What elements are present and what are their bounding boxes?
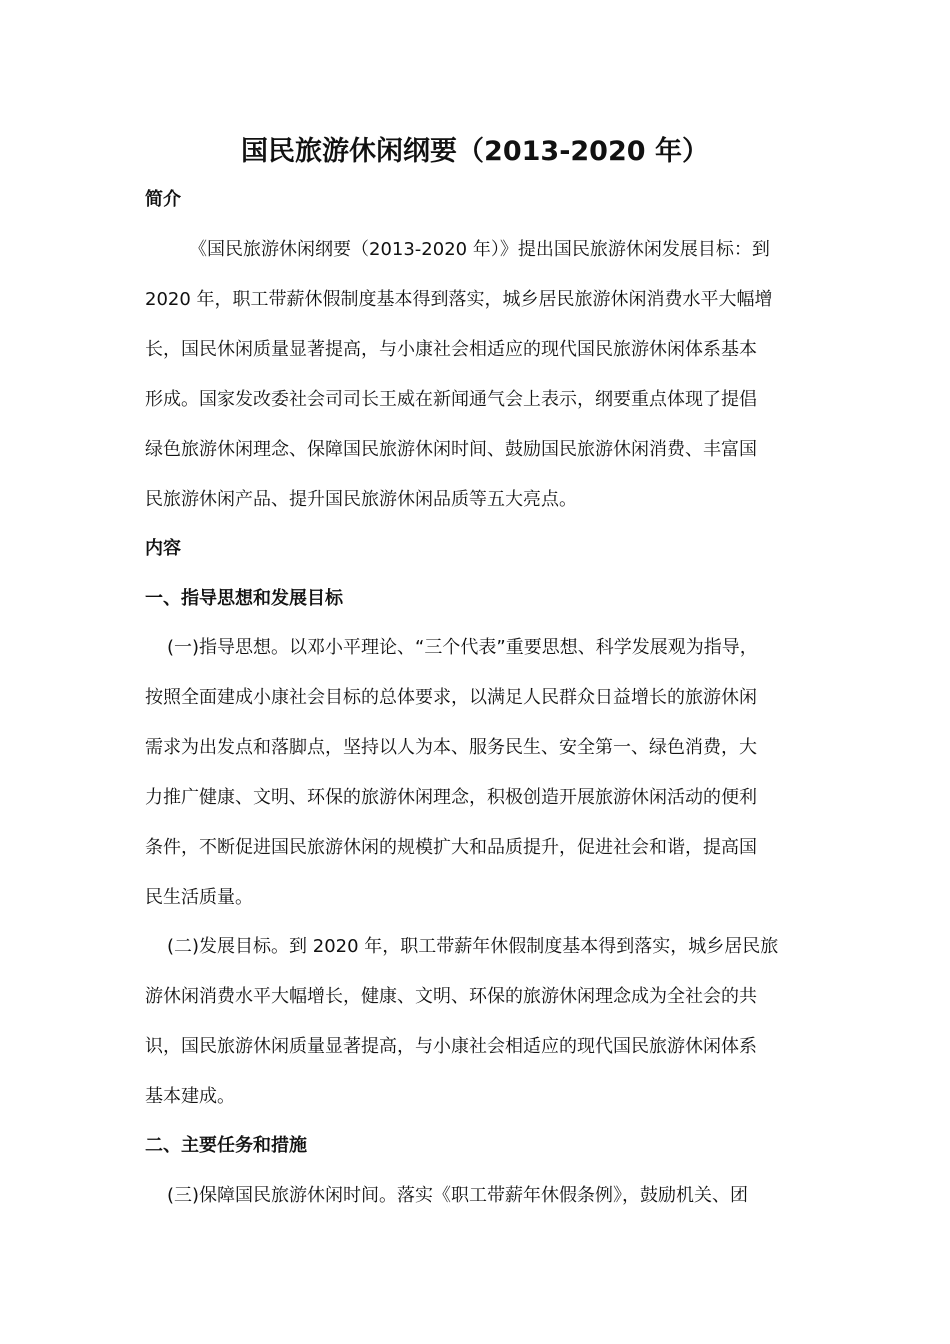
intro-line: 2020 年，职工带薪休假制度基本得到落实，城乡居民旅游休闲消费水平大幅增 (145, 289, 773, 310)
paragraph-line: 基本建成。 (145, 1086, 235, 1107)
paragraph-line: 需求为出发点和落脚点，坚持以人为本、服务民生、安全第一、绿色消费，大 (145, 737, 757, 758)
intro-line: 形成。国家发改委社会司司长王威在新闻通气会上表示，纲要重点体现了提倡 (145, 389, 757, 410)
paragraph-line: 游休闲消费水平大幅增长，健康、文明、环保的旅游休闲理念成为全社会的共 (145, 986, 757, 1007)
intro-heading: 简介 (145, 189, 181, 210)
part2-heading: 二、主要任务和措施 (145, 1135, 307, 1156)
leisure-time-paragraph (145, 1171, 807, 1221)
development-goal-paragraph (145, 922, 807, 1122)
part1-heading: 一、指导思想和发展目标 (145, 588, 343, 609)
intro-line: 绿色旅游休闲理念、保障国民旅游休闲时间、鼓励国民旅游休闲消费、丰富国 (145, 439, 757, 460)
intro-paragraph (145, 225, 807, 525)
intro-line: 民旅游休闲产品、提升国民旅游休闲品质等五大亮点。 (145, 489, 577, 510)
paragraph-line: (二)发展目标。到 2020 年，职工带薪年休假制度基本得到落实，城乡居民旅 (167, 936, 779, 957)
document-title: 国民旅游休闲纲要（2013-2020 年） (241, 136, 709, 167)
paragraph-line: (一)指导思想。以邓小平理论、“三个代表”重要思想、科学发展观为指导， (167, 637, 758, 658)
paragraph-line: 按照全面建成小康社会目标的总体要求，以满足人民群众日益增长的旅游休闲 (145, 687, 757, 708)
intro-line: 《国民旅游休闲纲要（2013-2020 年）》提出国民旅游休闲发展目标：到 (189, 239, 770, 260)
paragraph-line: 识，国民旅游休闲质量显著提高，与小康社会相适应的现代国民旅游休闲体系 (145, 1036, 757, 1057)
paragraph-line: 力推广健康、文明、环保的旅游休闲理念，积极创造开展旅游休闲活动的便利 (145, 787, 757, 808)
paragraph-line: 民生活质量。 (145, 887, 253, 908)
guiding-thought-paragraph (145, 623, 807, 923)
intro-line: 长，国民休闲质量显著提高，与小康社会相适应的现代国民旅游休闲体系基本 (145, 339, 757, 360)
content-heading: 内容 (145, 538, 181, 559)
paragraph-line: 条件，不断促进国民旅游休闲的规模扩大和品质提升，促进社会和谐，提高国 (145, 837, 757, 858)
paragraph-line: (三)保障国民旅游休闲时间。落实《职工带薪年休假条例》，鼓励机关、团 (167, 1185, 749, 1206)
